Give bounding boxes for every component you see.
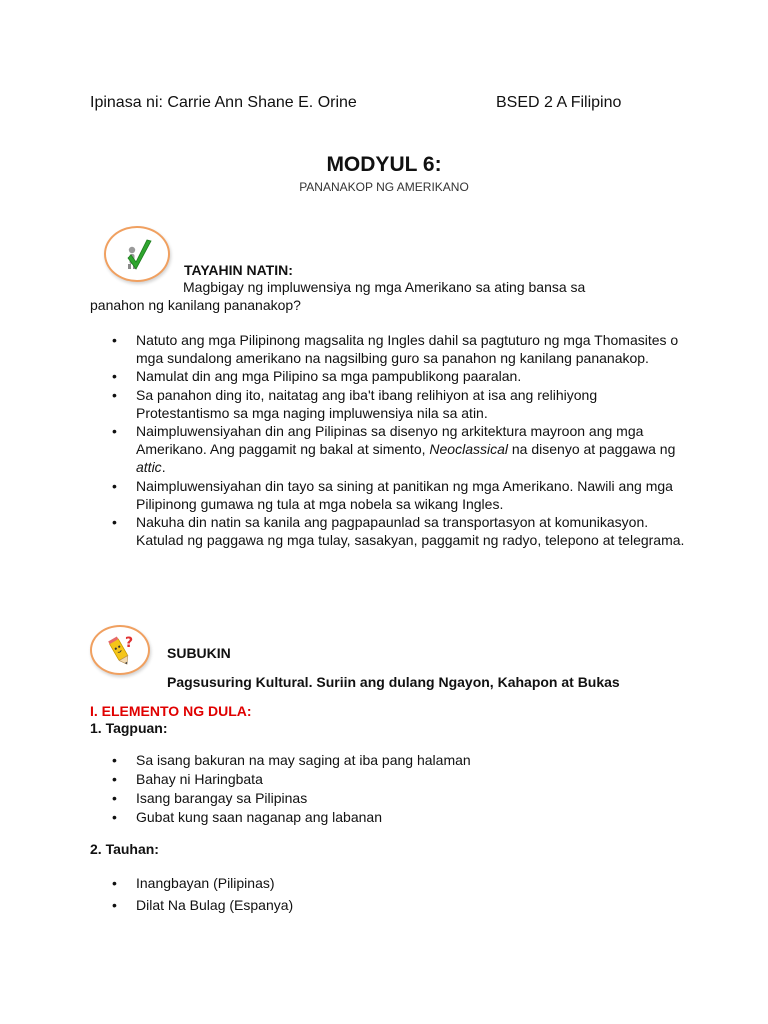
list-item-emphasis: Neoclassical bbox=[429, 441, 508, 458]
svg-text:?: ? bbox=[125, 635, 134, 651]
list-item: • Isang barangay sa Pilipinas bbox=[90, 789, 690, 808]
module-title: MODYUL 6: bbox=[326, 153, 442, 176]
elemento-title: I. ELEMENTO NG DULA: bbox=[90, 703, 252, 719]
check-mark-icon bbox=[104, 226, 170, 282]
tayahin-question-line2: panahon ng kanilang pananakop? bbox=[90, 297, 301, 313]
tauhan-list bbox=[90, 872, 690, 916]
module-subtitle: PANANAKOP NG AMERIKANO bbox=[299, 180, 469, 194]
list-item: • Namulat din ang mga Pilipino sa mga pampublikong paaralan. bbox=[90, 367, 690, 385]
pencil-question-icon bbox=[90, 625, 150, 675]
subukin-title: SUBUKIN bbox=[167, 645, 231, 661]
list-item-text: na disenyo at paggawa ng bbox=[508, 441, 676, 458]
list-item-text: . bbox=[161, 459, 166, 476]
list-item: • Gubat kung saan naganap ang labanan bbox=[90, 808, 690, 827]
list-item: • Sa isang bakuran na may saging at iba pang halaman bbox=[90, 751, 690, 770]
list-item-text: Naimpluwensiyahan din ang Pilipinas sa disenyo ng arkitektura mayroon ang mga Amerikano. Ang paggamit ng bakal at simento, bbox=[136, 423, 644, 458]
tauhan-title: 2. Tauhan: bbox=[90, 841, 159, 857]
list-item: • Sa panahon ding ito, naitatag ang iba't ibang relihiyon at isa ang relihiyong Protestantismo sa mga naging impluwensiya nila sa atin. bbox=[90, 386, 690, 422]
list-item-emphasis: attic bbox=[136, 459, 162, 476]
submitted-by: Ipinasa ni: Carrie Ann Shane E. Orine bbox=[90, 94, 357, 111]
list-item: • Naimpluwensiyahan din tayo sa sining at panitikan ng mga Amerikano. Nawili ang mga Pilipinong gumawa ng tula at mga nobela sa wikang Ingles. bbox=[90, 477, 690, 513]
tayahin-list bbox=[90, 331, 690, 549]
list-item: • Nakuha din natin sa kanila ang pagpapaunlad sa transportasyon at komunikasyon. Katulad ng paggawa ng mga tulay, sasakyan, paggamit ng radyo, telepono at telegrama. bbox=[90, 513, 690, 549]
list-item: • Bahay ni Haringbata bbox=[90, 770, 690, 789]
tagpuan-list bbox=[90, 751, 690, 827]
course-label: BSED 2 A Filipino bbox=[496, 94, 622, 111]
subukin-subtitle: Pagsusuring Kultural. Suriin ang dulang Ngayon, Kahapon at Bukas bbox=[167, 674, 620, 690]
tagpuan-title: 1. Tagpuan: bbox=[90, 720, 168, 736]
list-item bbox=[90, 422, 690, 477]
list-item: • Inangbayan (Pilipinas) bbox=[90, 872, 690, 894]
list-item: • Dilat Na Bulag (Espanya) bbox=[90, 894, 690, 916]
list-item: • Natuto ang mga Pilipinong magsalita ng Ingles dahil sa pagtuturo ng mga Thomasites o mga sundalong amerikano na nagsilbing guro sa panahon ng kanilang pananakop. bbox=[90, 331, 690, 367]
tayahin-title: TAYAHIN NATIN: bbox=[184, 262, 293, 278]
tayahin-question-line1: Magbigay ng impluwensiya ng mga Amerikano sa ating bansa sa bbox=[183, 279, 586, 295]
